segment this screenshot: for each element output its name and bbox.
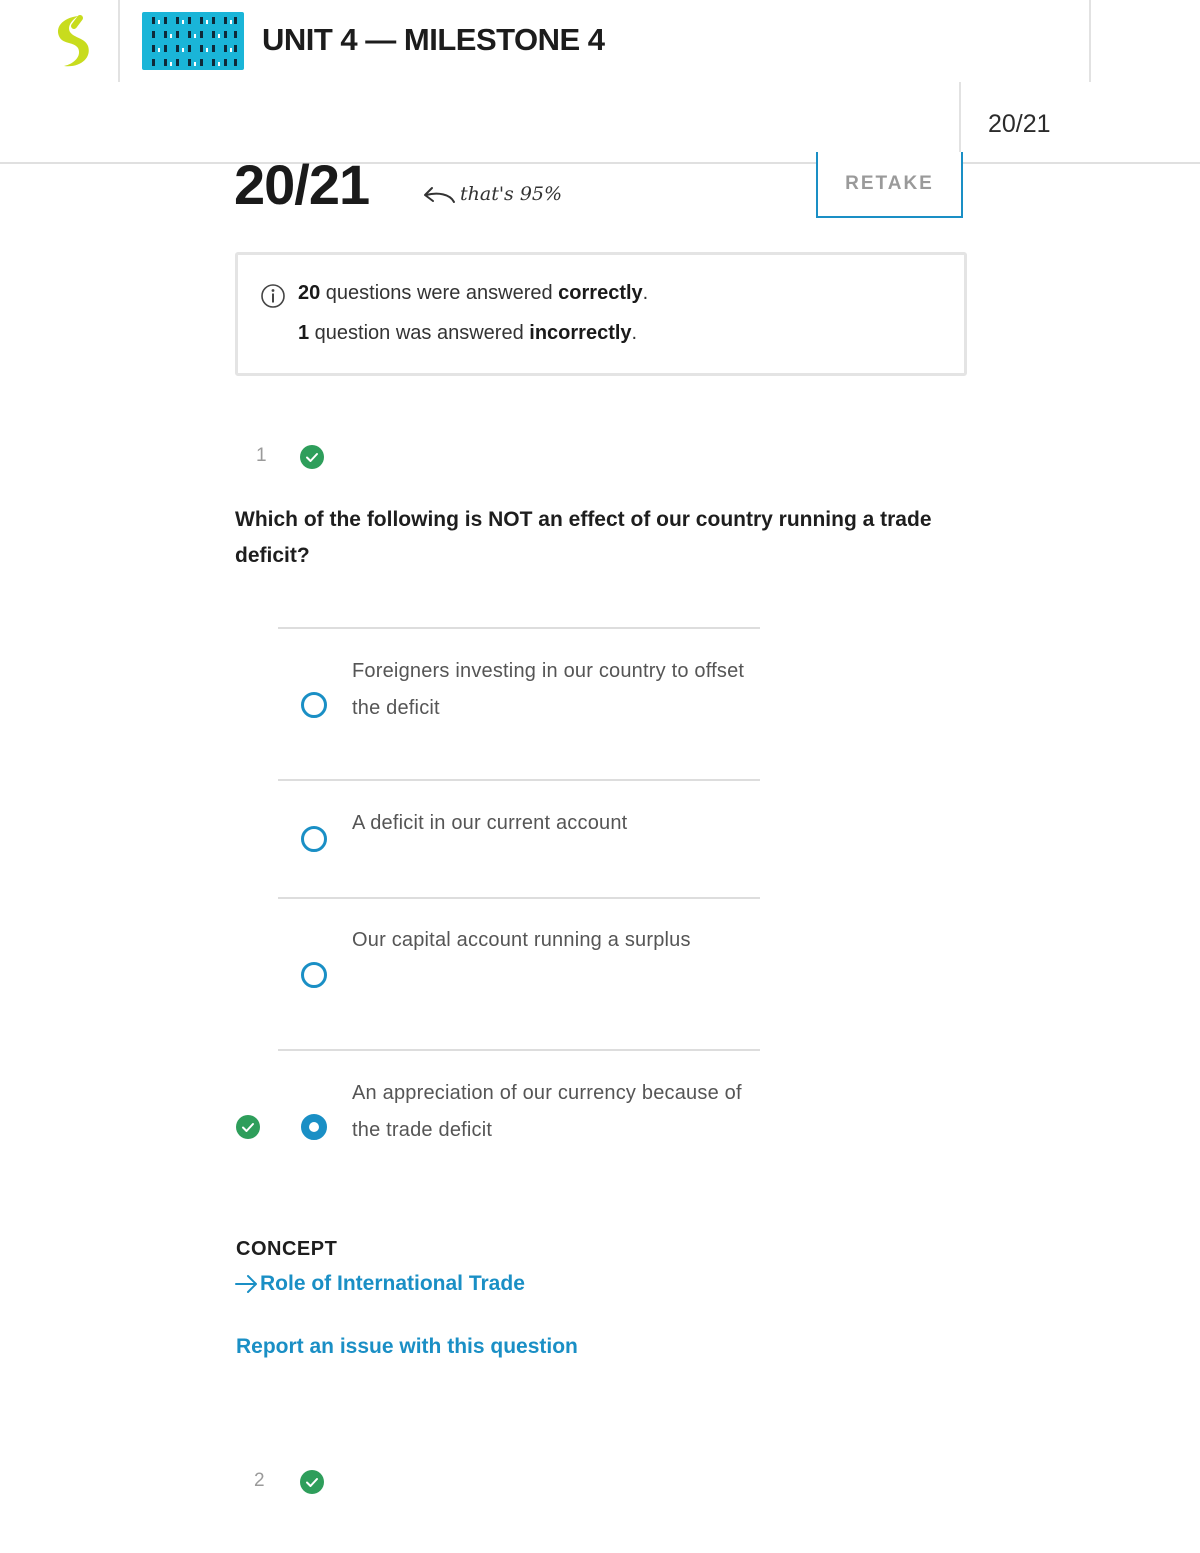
question-text: Which of the following is NOT an effect of our country running a trade deficit? bbox=[235, 508, 932, 567]
period: . bbox=[631, 322, 638, 344]
incorrect-count: 1 bbox=[298, 322, 310, 344]
retake-button[interactable]: RETAKE bbox=[816, 152, 963, 218]
option-radio-3[interactable] bbox=[301, 962, 327, 988]
option-text-3: Our capital account running a surplus bbox=[352, 929, 691, 951]
arrow-right-icon bbox=[234, 1273, 260, 1295]
concept-link[interactable] bbox=[234, 1272, 525, 1296]
unit-title: UNIT 4 — MILESTONE 4 bbox=[262, 22, 605, 57]
question-number-2: 2 bbox=[254, 1470, 265, 1491]
option-text-2: A deficit in our current account bbox=[352, 812, 628, 834]
option-text-4: An appreciation of our currency because of the trade deficit bbox=[352, 1082, 742, 1141]
correct-check-icon bbox=[299, 1469, 325, 1495]
sophia-logo bbox=[50, 14, 96, 68]
correct-answer-check-icon bbox=[235, 1114, 261, 1140]
option-radio-1[interactable] bbox=[301, 692, 327, 718]
score-percent-note bbox=[422, 180, 563, 214]
unit-thumbnail bbox=[142, 12, 244, 70]
concept-label: CONCEPT bbox=[236, 1238, 338, 1260]
option-divider bbox=[278, 779, 760, 781]
score-percent-text: that's 95% bbox=[460, 183, 563, 205]
period: . bbox=[642, 282, 649, 304]
concept-link-text: Role of International Trade bbox=[260, 1272, 525, 1295]
info-icon bbox=[260, 283, 286, 309]
header-divider-right bbox=[1089, 0, 1091, 82]
score-display: 20/21 bbox=[234, 153, 370, 216]
correct-count: 20 bbox=[298, 282, 321, 304]
correct-text: questions were answered bbox=[320, 282, 559, 304]
question-number: 1 bbox=[256, 445, 267, 466]
results-summary bbox=[235, 252, 967, 376]
header-score: 20/21 bbox=[988, 110, 1051, 138]
option-text-1: Foreigners investing in our country to offset the deficit bbox=[352, 660, 745, 719]
correct-check-icon bbox=[299, 444, 325, 470]
curved-arrow-icon bbox=[422, 180, 458, 214]
option-divider bbox=[278, 627, 760, 629]
summary-correct-line bbox=[298, 282, 648, 305]
option-radio-4-selected[interactable] bbox=[301, 1114, 327, 1140]
incorrect-word: incorrectly bbox=[529, 322, 632, 344]
option-divider bbox=[278, 1049, 760, 1051]
correct-word: correctly bbox=[558, 282, 643, 304]
report-issue-link[interactable]: Report an issue with this question bbox=[236, 1335, 578, 1358]
option-divider bbox=[278, 897, 760, 899]
summary-incorrect-line bbox=[298, 322, 637, 345]
header-divider bbox=[118, 0, 120, 82]
incorrect-text: question was answered bbox=[309, 322, 530, 344]
option-radio-2[interactable] bbox=[301, 826, 327, 852]
header-bottom-border bbox=[0, 162, 1200, 164]
